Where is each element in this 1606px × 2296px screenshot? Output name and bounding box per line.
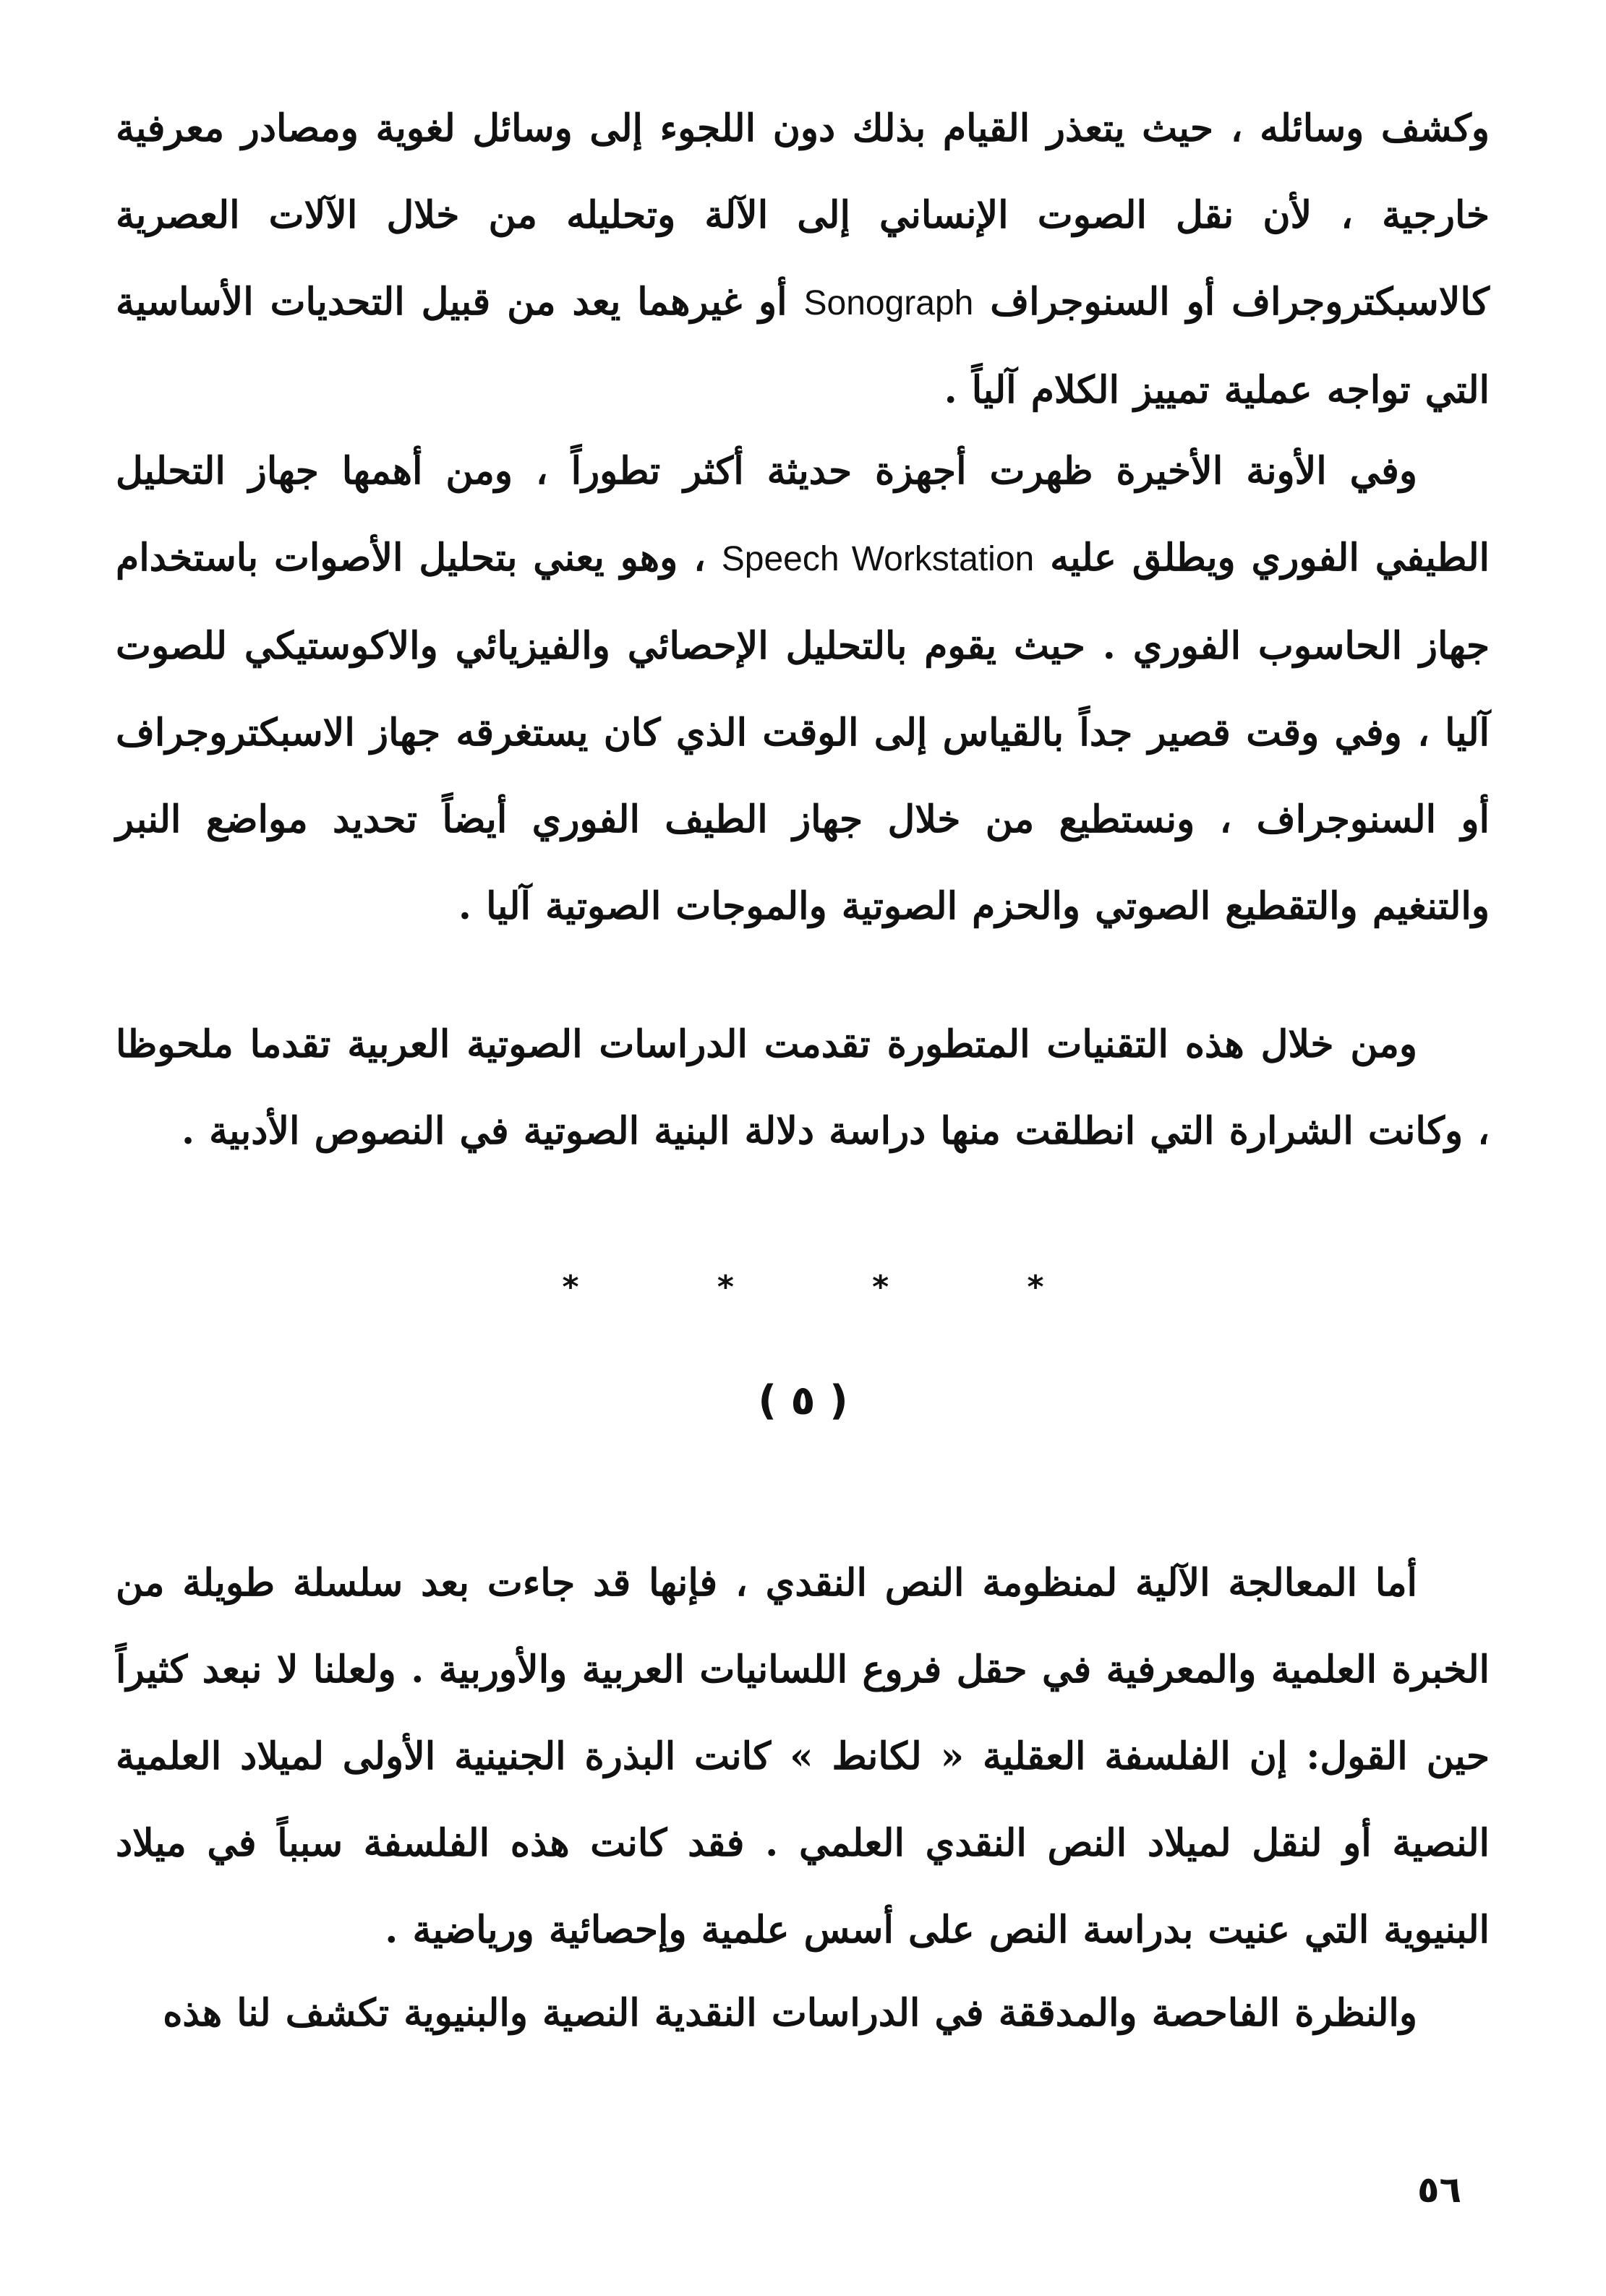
paragraph-5-text: والنظرة الفاحصة والمدققة في الدراسات النقدية النصية والبنيوية تكشف لنا هذه (163, 1991, 1417, 2035)
section-separator: * * * * (562, 1269, 1108, 1306)
paragraph-3-text: ومن خلال هذه التقنيات المتطورة تقدمت الدراسات الصوتية العربية تقدما ملحوظا ، وكانت الشرارة التي انطلقت منها دراسة دلالة البنية الصوتية في النصوص الأدبية . (116, 1022, 1490, 1153)
paragraph-3 (116, 1001, 1490, 1175)
paragraph-1-text-a: وكشف وسائله ، حيث يتعذر القيام بذلك دون اللجوء إلى وسائل لغوية ومصادر معرفية خارجية ، لأن نقل الصوت الإنساني إلى الآلة وتحليله من خلال الآلات العصرية كالاسبكتروجراف أو السنوجراف (116, 106, 1490, 324)
paragraph-2-latin-term: Speech Workstation (721, 540, 1035, 578)
paragraph-1 (116, 85, 1490, 434)
page-number: ٥٦ (1417, 2169, 1462, 2211)
paragraph-1-latin-term: Sonograph (803, 284, 974, 322)
paragraph-2 (116, 428, 1490, 950)
section-number: ( ٥ ) (758, 1377, 848, 1424)
paragraph-4-text: أما المعالجة الآلية لمنظومة النص النقدي ، فإنها قد جاءت بعد سلسلة طويلة من الخبرة العلمية والمعرفية في حقل فروع اللسانيات العربية والأوربية . ولعلنا لا نبعد كثيراً حين القول: إن الفلسفة العقلية « لكانط » كانت البذرة الجنينية الأولى لميلاد العلمية النصية أو لنقل لميلاد النص النقدي العلمي . فقد كانت هذه الفلسفة سبباً في ميلاد البنيوية التي عنيت بدراسة النص على أسس علمية وإحصائية ورياضية . (116, 1561, 1490, 1952)
paragraph-5 (116, 1970, 1490, 2057)
paragraph-1-text-b: أو غيرهما يعد من قبيل التحديات الأساسية التي تواجه عملية تمييز الكلام آلياً . (116, 280, 1490, 412)
paragraph-2-text-a: وفي الأونة الأخيرة ظهرت أجهزة حديثة أكثر تطوراً ، ومن أهمها جهاز التحليل الطيفي الفوري ويطلق عليه (116, 449, 1490, 580)
paragraph-2-text-b: ، وهو يعني بتحليل الأصوات باستخدام جهاز الحاسوب الفوري . حيث يقوم بالتحليل الإحصائي والفيزيائي والاكوستيكي للصوت آليا ، وفي وقت قصير جداً بالقياس إلى الوقت الذي كان يستغرقه جهاز الاسبكتروجراف أو السنوجراف ، ونستطيع من خلال جهاز الطيف الفوري أيضاً تحديد مواضع النبر والتنغيم والتقطيع الصوتي والحزم الصوتية والموجات الصوتية آليا . (116, 536, 1490, 928)
paragraph-4 (116, 1540, 1490, 1974)
